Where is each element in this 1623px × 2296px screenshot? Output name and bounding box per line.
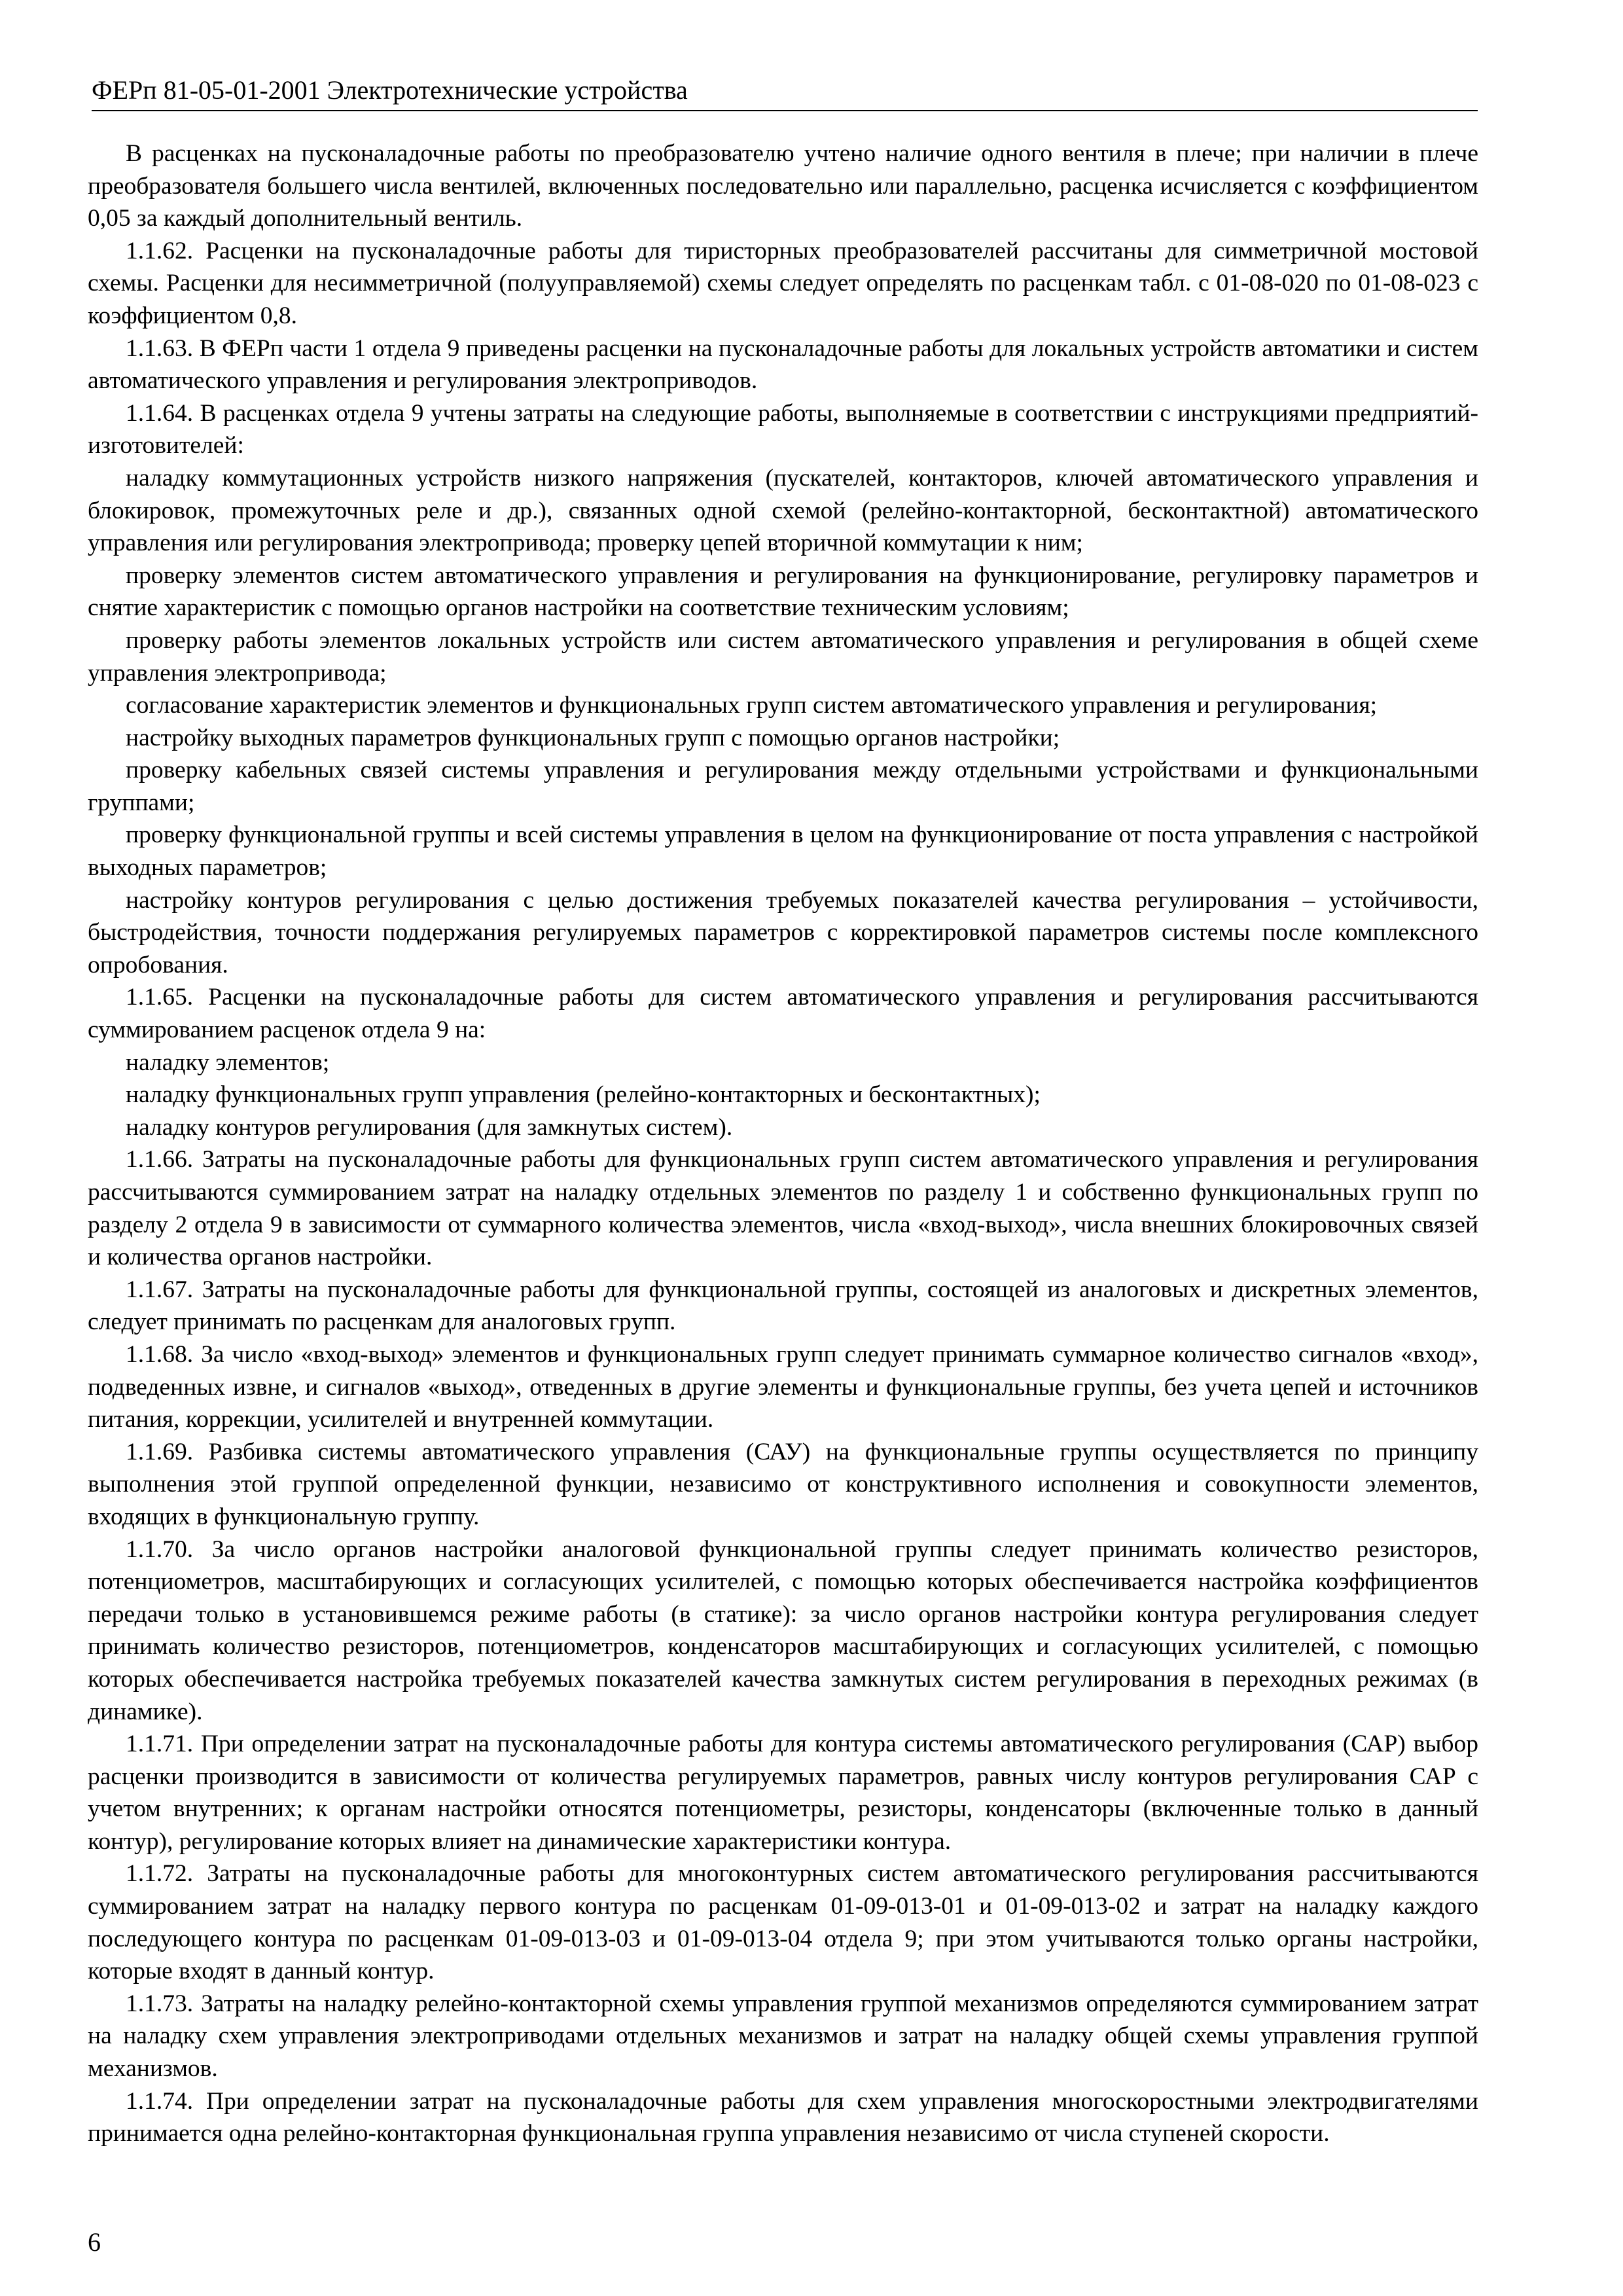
list-item: наладку коммутационных устройств низкого напряжения (пускателей, контакторов, ключей автоматического управления и блокировок, промежуточных реле и др.), связанных одной схемой (релейно-контакторной, бесконтактной) автоматического управления или регулирования электропривода; проверку цепей вторичной коммутации к ним; — [88, 464, 1478, 557]
paragraph: 1.1.62. Расценки на пусконаладочные работы для тиристорных преобразователей рассчитаны для симметричной мостовой схемы. Расценки для несимметричной (полууправляемой) схемы следует определять по расценкам табл. с 01-08-020 по 01-08-023 с коэффициентом 0,8. — [88, 237, 1478, 329]
paragraph: 1.1.65. Расценки на пусконаладочные работы для систем автоматического управления и регулирования рассчитываются суммированием расценок отдела 9 на: — [88, 984, 1478, 1044]
list-item: проверку элементов систем автоматического управления и регулирования на функционирование, регулировку параметров и снятие характеристик с помощью органов настройки на соответствие техническим условиям; — [88, 562, 1478, 622]
paragraph: В расценках на пусконаладочные работы по преобразователю учтено наличие одного вентиля в плече; при наличии в плече преобразователя большего числа вентилей, включенных последовательно или параллельно, расценка исчисляется с коэффициентом 0,05 за каждый дополнительный вентиль. — [88, 140, 1478, 232]
paragraph: 1.1.70. За число органов настройки аналоговой функциональной группы следует принимать количество резисторов, потенциометров, масштабирующих и согласующих усилителей, с помощью которых обеспечивается настройка коэффициентов передачи только в установившемся режиме работы (в статике): за число органов настройки контура регулирования следует принимать количество резисторов, потенциометров, конденсаторов масштабирующих и согласующих усилителей, с помощью которых обеспечивается настройка требуемых показателей качества замкнутых систем регулирования в переходных режимах (в динамике). — [88, 1535, 1478, 1725]
paragraph: 1.1.71. При определении затрат на пусконаладочные работы для контура системы автоматического регулирования (САР) выбор расценки производится в зависимости от количества регулируемых параметров, равных числу контуров регулирования САР с учетом внутренних; к органам настройки относятся потенциометры, резисторы, конденсаторы (включенные только в данный контур), регулирование которых влияет на динамические характеристики контура. — [88, 1731, 1478, 1855]
page-number: 6 — [88, 2227, 101, 2257]
list-item: наладку функциональных групп управления (релейно-контакторных и бесконтактных); — [126, 1081, 1041, 1109]
paragraph: 1.1.63. В ФЕРп части 1 отдела 9 приведены расценки на пусконаладочные работы для локальных устройств автоматики и систем автоматического управления и регулирования электроприводов. — [88, 334, 1478, 395]
running-header — [92, 73, 1478, 111]
paragraph: 1.1.67. Затраты на пусконаладочные работы для функциональной группы, состоящей из аналоговых и дискретных элементов, следует принимать по расценкам для аналоговых групп. — [88, 1276, 1478, 1336]
paragraph: 1.1.74. При определении затрат на пусконаладочные работы для схем управления многоскоростными электродвигателями принимается одна релейно-контакторная функциональная группа управления независимо от числа ступеней скорости. — [88, 2087, 1478, 2147]
list-item: проверку кабельных связей системы управления и регулирования между отдельными устройствами и функциональными группами; — [88, 757, 1478, 816]
list-item: настройку выходных параметров функциональных групп с помощью органов настройки; — [126, 724, 1060, 751]
header-title: ФЕРп 81-05-01-2001 Электротехнические устройства — [92, 75, 688, 105]
document-body — [88, 137, 1478, 2150]
paragraph: 1.1.69. Разбивка системы автоматического управления (САУ) на функциональные группы осуществляется по принципу выполнения этой группой определенной функции, независимо от конструктивного исполнения и совокупности элементов, входящих в функциональную группу. — [88, 1438, 1478, 1530]
list-item: проверку функциональной группы и всей системы управления в целом на функционирование от поста управления с настройкой выходных параметров; — [88, 821, 1478, 882]
list-item: наладку контуров регулирования (для замкнутых систем). — [126, 1113, 733, 1141]
paragraph: 1.1.68. За число «вход-выход» элементов и функциональных групп следует принимать суммарное количество сигналов «вход», подведенных извне, и сигналов «выход», отведенных в другие элементы и функциональные группы, без учета цепей и источников питания, коррекции, усилителей и внутренней коммутации. — [88, 1340, 1478, 1433]
paragraph: 1.1.73. Затраты на наладку релейно-контакторной схемы управления группой механизмов определяются суммированием затрат на наладку схем управления электроприводами отдельных механизмов и затрат на наладку общей схемы управления группой механизмов. — [88, 1990, 1478, 2083]
list-item: согласование характеристик элементов и функциональных групп систем автоматического управления и регулирования; — [126, 692, 1377, 719]
list-item: наладку элементов; — [126, 1049, 330, 1076]
paragraph: 1.1.66. Затраты на пусконаладочные работы для функциональных групп систем автоматического управления и регулирования рассчитываются суммированием затрат на наладку отдельных элементов по разделу 1 и собственно функциональных групп по разделу 2 отдела 9 в зависимости от суммарного количества элементов, числа «вход-выход», числа внешних блокировочных связей и количества органов настройки. — [88, 1146, 1478, 1271]
paragraph: 1.1.72. Затраты на пусконаладочные работы для многоконтурных систем автоматического регулирования рассчитываются суммированием затрат на наладку первого контура по расценкам 01-09-013-01 и 01-09-013-02 и затрат на наладку каждого последующего контура по расценкам 01-09-013-03 и 01-09-013-04 отдела 9; при этом учитываются только органы настройки, которые входят в данный контур. — [88, 1860, 1478, 1985]
list-item: настройку контуров регулирования с целью достижения требуемых показателей качества регулирования – устойчивости, быстродействия, точности поддержания регулируемых параметров с корректировкой параметров системы после комплексного опробования. — [88, 886, 1478, 978]
list-item: проверку работы элементов локальных устройств или систем автоматического управления и регулирования в общей схеме управления электропривода; — [88, 626, 1478, 687]
paragraph: 1.1.64. В расценках отдела 9 учтены затраты на следующие работы, выполняемые в соответствии с инструкциями предприятий-изготовителей: — [88, 399, 1478, 459]
